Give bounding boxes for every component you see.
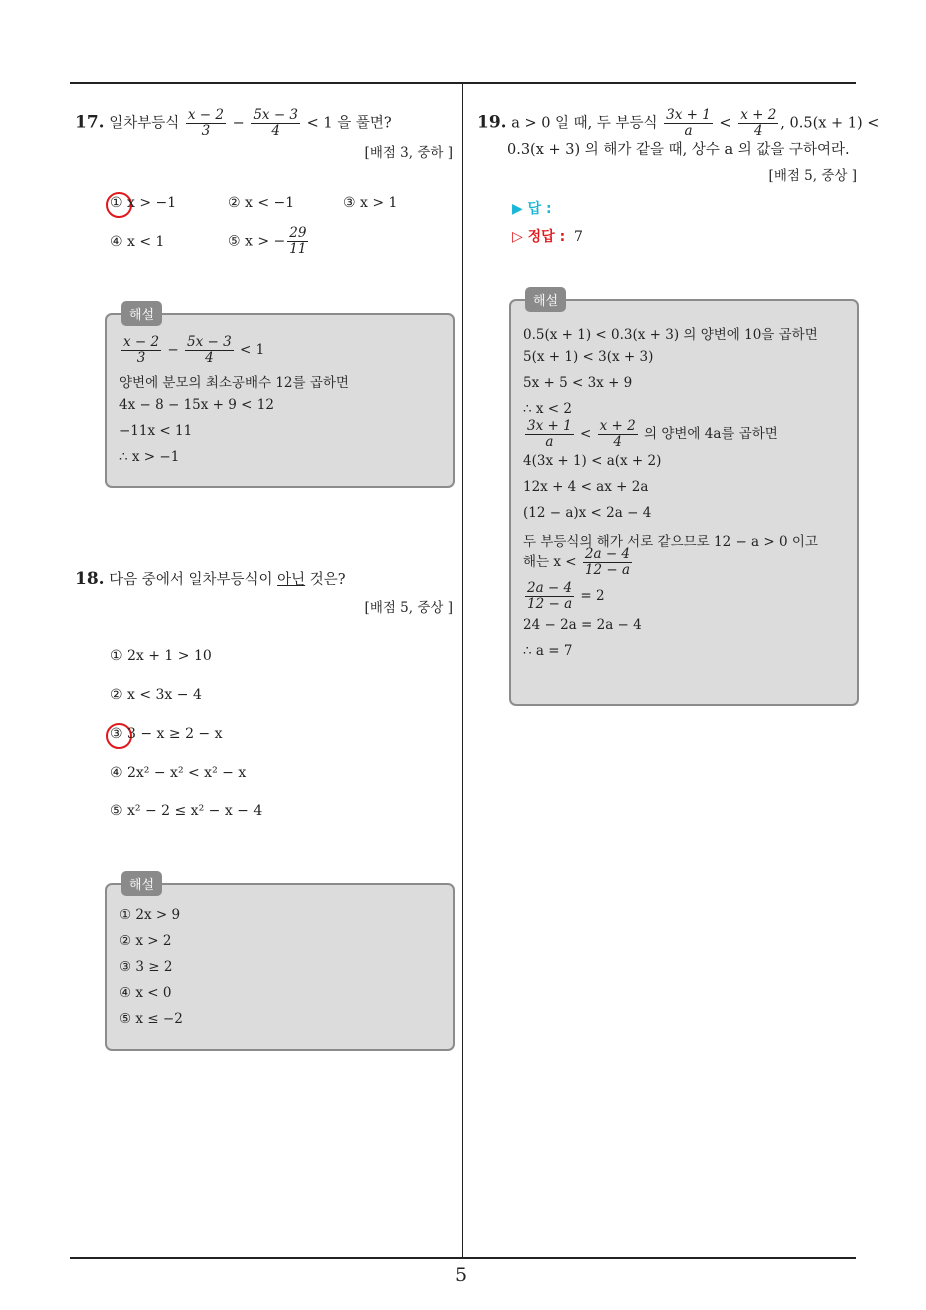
answer-label: ▶ 답 :	[512, 201, 552, 217]
score-label: [배점 3, 중하 ]	[364, 145, 453, 161]
explanation-line: 4x − 8 − 15x + 9 < 12	[119, 397, 274, 413]
fraction: $\frac{5x - 3}{4}$	[253, 107, 299, 139]
explanation-line: ① 2x > 9	[119, 907, 181, 923]
choice-4[interactable]: ④ x < 1	[110, 234, 165, 250]
explanation-line: ③ 3 ≥ 2	[119, 959, 173, 975]
question-number: 19.	[477, 112, 507, 133]
choice-4[interactable]: ④ 2x² − x² < x² − x	[110, 765, 247, 781]
score-label: [배점 5, 중상 ]	[768, 168, 857, 184]
explanation-line: 양변에 분모의 최소공배수 12를 곱하면	[119, 375, 349, 391]
question-17	[75, 108, 453, 161]
fraction: $\frac{3x + 1}{a}$	[666, 107, 711, 139]
choice-5[interactable]: ⑤ x > − $\frac{29}{11}$	[228, 225, 307, 257]
choice-2[interactable]: ② x < −1	[228, 195, 295, 211]
choice-3[interactable]: ③ 3 − x ≥ 2 − x	[110, 726, 223, 742]
explanation-tag: 해설	[121, 301, 162, 326]
explanation-line: 4(3x + 1) < a(x + 2)	[523, 453, 662, 469]
explanation-line: 5(x + 1) < 3(x + 3)	[523, 349, 654, 365]
choice-2[interactable]: ② x < 3x − 4	[110, 687, 202, 703]
choice-1[interactable]: ① x > −1	[110, 195, 177, 211]
score-label: [배점 5, 중상 ]	[364, 600, 453, 616]
question-18	[75, 568, 453, 616]
explanation-box-18	[105, 878, 455, 1051]
explanation-line: 24 − 2a = 2a − 4	[523, 617, 642, 633]
question-19	[477, 107, 880, 184]
fraction: $\frac{x + 2}{4}$	[740, 107, 777, 139]
choice-1[interactable]: ① 2x + 1 > 10	[110, 648, 212, 664]
explanation-line: $\frac{2a - 4}{12 - a}$ = 2	[527, 580, 605, 612]
explanation-line: 해는 x < $\frac{2a - 4}{12 - a}$	[523, 546, 631, 578]
question-17-text: 17. 일차부등식 $\frac{x - 2}{3}$ − $\frac{5x - 3}{4}$ < 1 을 풀면?	[75, 107, 392, 139]
bottom-rule	[70, 1257, 856, 1259]
fraction: $\frac{x - 2}{3}$	[187, 107, 224, 139]
explanation-line: ④ x < 0	[119, 985, 172, 1001]
explanation-line: ∴ x < 2	[523, 401, 572, 417]
correct-answer: ▷ 정답 : 7	[512, 229, 583, 245]
question-number: 17.	[75, 112, 105, 133]
explanation-line: ∴ x > −1	[119, 449, 180, 465]
explanation-tag: 해설	[121, 871, 162, 896]
question-18-text: 18. 다음 중에서 일차부등식이 아닌 것은?	[75, 569, 346, 589]
explanation-box-17	[105, 308, 455, 488]
explanation-line: −11x < 11	[119, 423, 193, 439]
question-number: 18.	[75, 569, 105, 589]
question-19-text-cont: 0.3(x + 3) 의 해가 같을 때, 상수 a 의 값을 구하여라.	[507, 142, 850, 158]
question-19-text: 19. a > 0 일 때, 두 부등식 $\frac{3x + 1}{a}$ < $\frac{x + 2}{4}$ , 0.5(x + 1) <	[477, 107, 880, 139]
explanation-line: $\frac{x - 2}{3}$ − $\frac{5x - 3}{4}$ < 1	[123, 334, 265, 366]
explanation-line: ∴ a = 7	[523, 643, 573, 659]
explanation-line: ⑤ x ≤ −2	[119, 1011, 183, 1027]
choice-3[interactable]: ③ x > 1	[343, 195, 398, 211]
explanation-line: 0.5(x + 1) < 0.3(x + 3) 의 양변에 10을 곱하면	[523, 327, 818, 343]
explanation-line: 12x + 4 < ax + 2a	[523, 479, 649, 495]
page-number: 5	[455, 1264, 468, 1286]
column-divider	[462, 82, 463, 1258]
explanation-box-19	[509, 294, 859, 706]
explanation-line: 5x + 5 < 3x + 9	[523, 375, 633, 391]
explanation-line: (12 − a)x < 2a − 4	[523, 505, 652, 521]
explanation-line: 두 부등식의 해가 서로 같으므로 12 − a > 0 이고	[523, 534, 818, 550]
explanation-line: ② x > 2	[119, 933, 172, 949]
explanation-line: $\frac{3x + 1}{a}$ < $\frac{x + 2}{4}$ 의 양변에 4a를 곱하면	[527, 418, 778, 450]
choice-5[interactable]: ⑤ x² − 2 ≤ x² − x − 4	[110, 803, 263, 819]
explanation-tag: 해설	[525, 287, 566, 312]
